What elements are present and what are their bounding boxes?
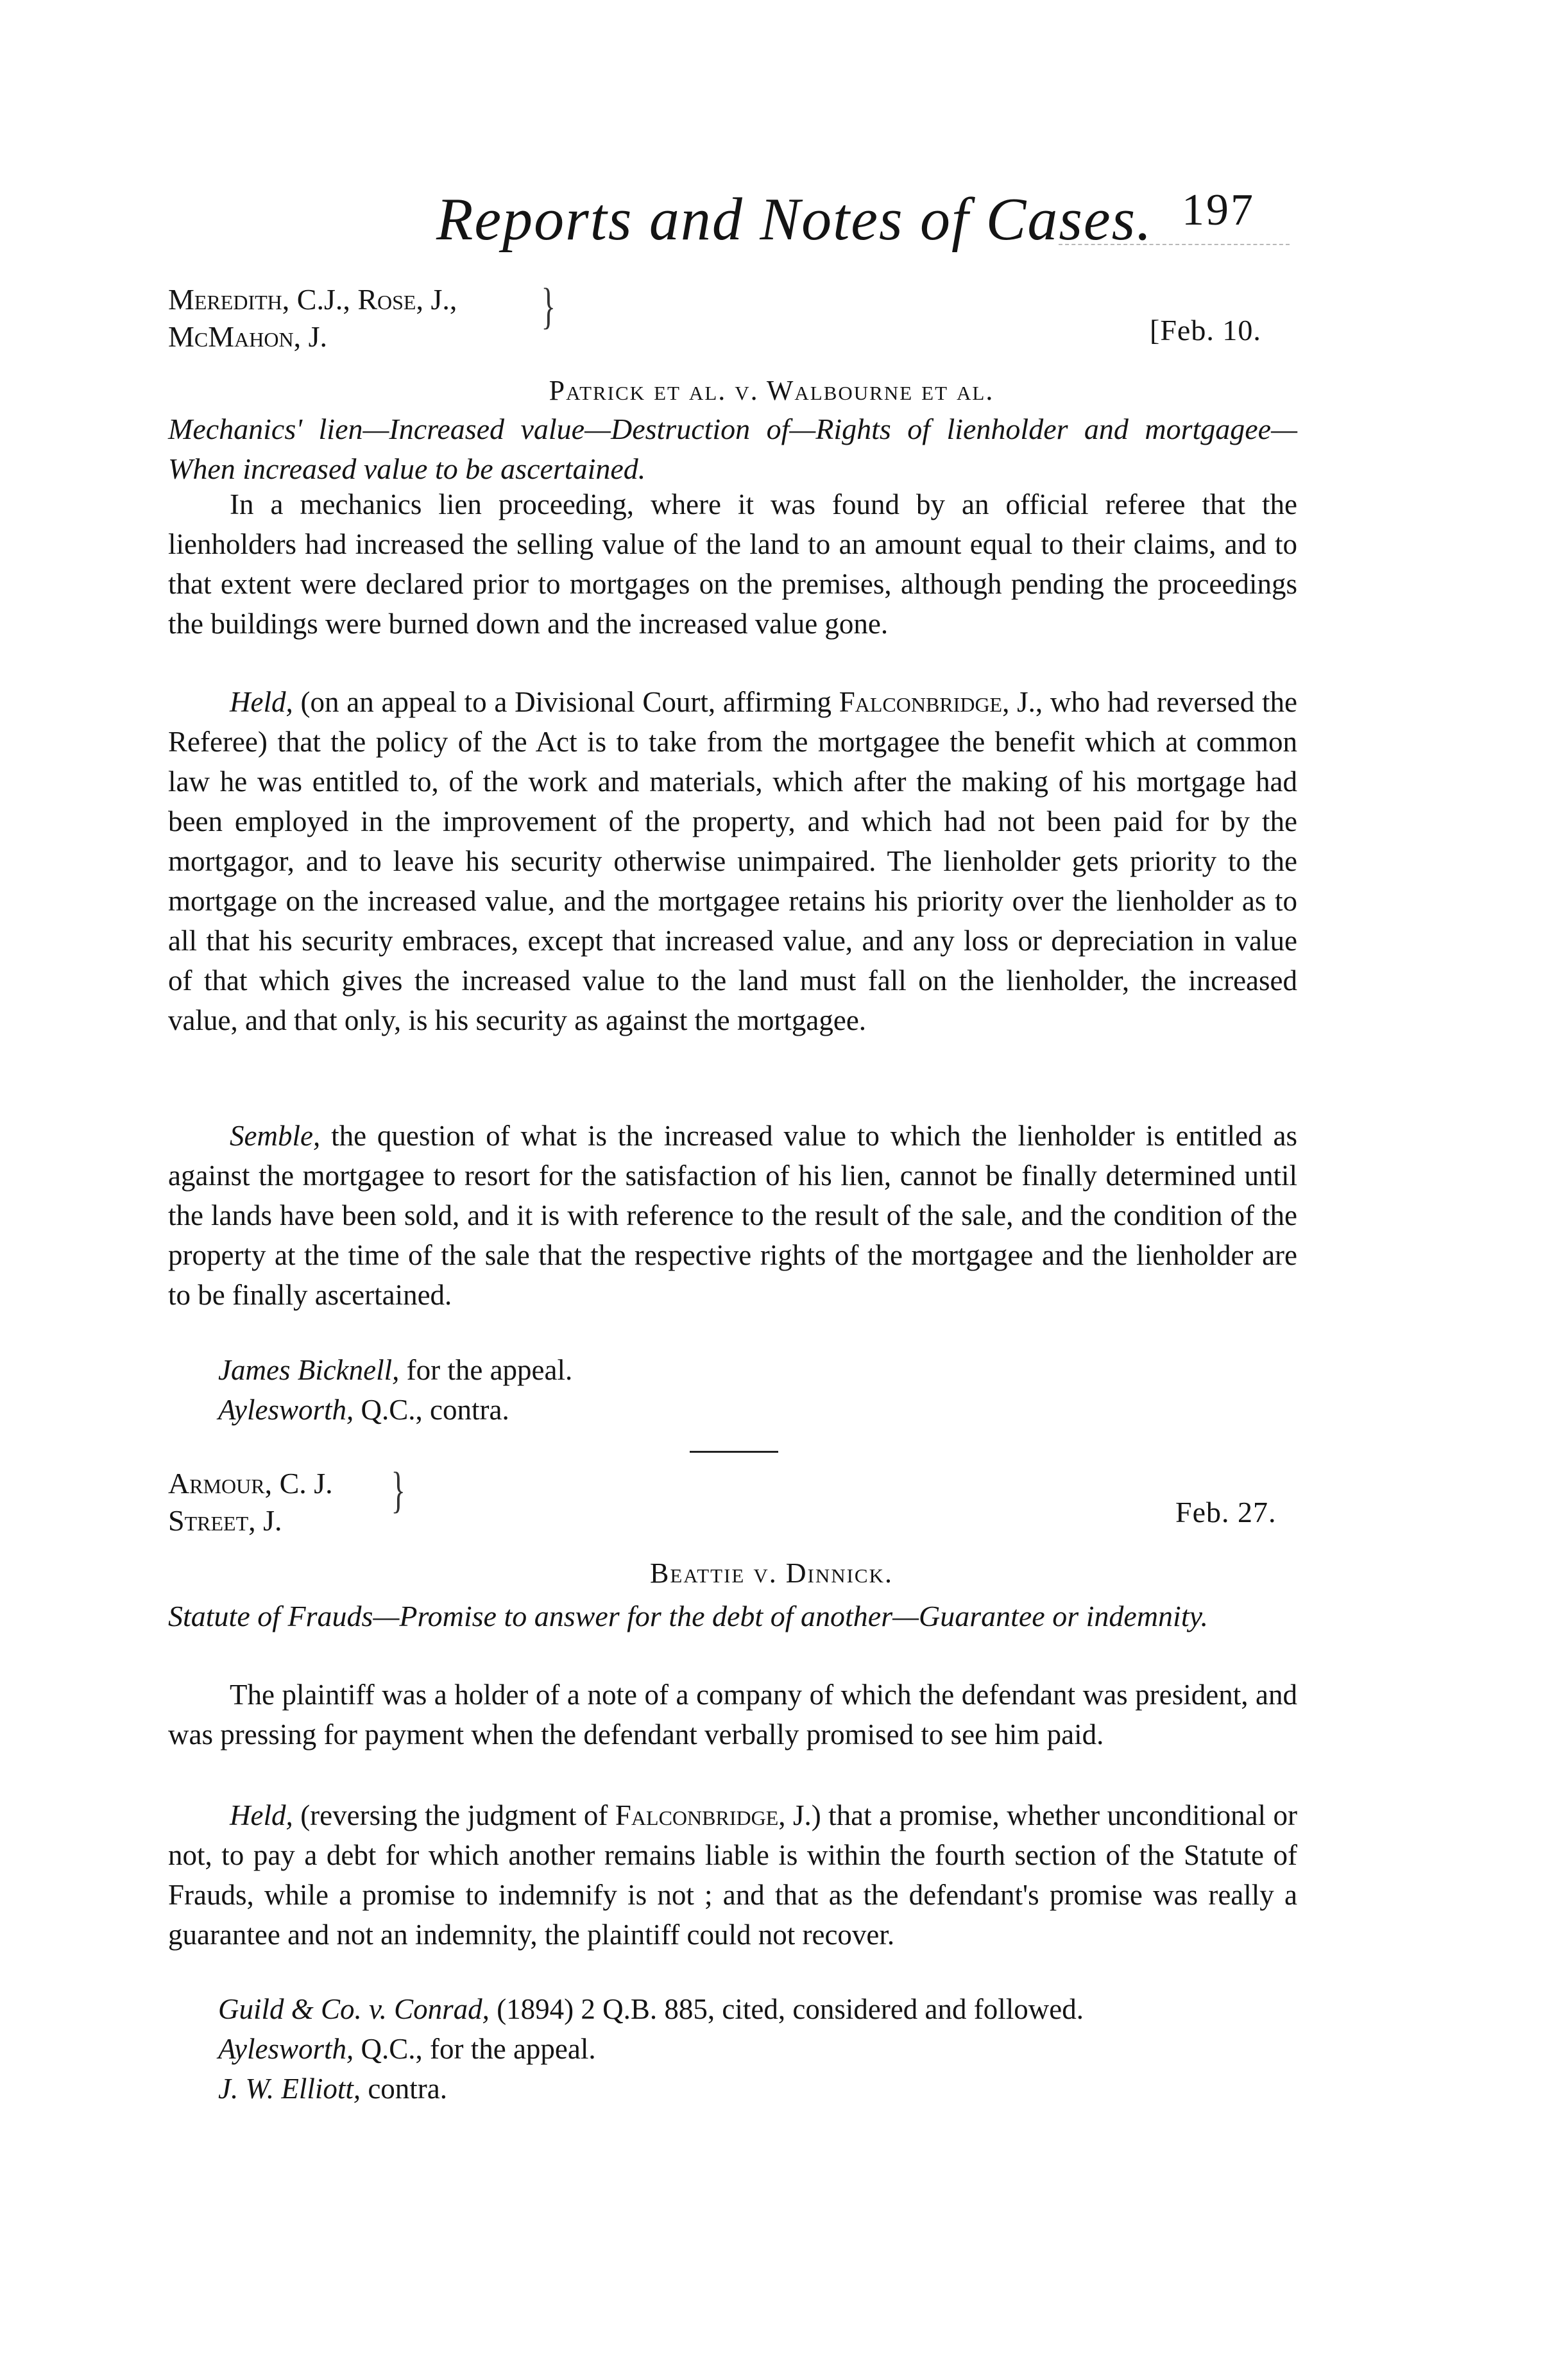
counsel-name: James Bicknell,	[218, 1354, 400, 1386]
case2-counsel-appellant	[218, 2029, 596, 2069]
cited-case-name: Guild & Co. v. Conrad,	[218, 1993, 490, 2025]
counsel-role: Q.C., for the appeal.	[354, 2033, 596, 2065]
case1-title: Patrick et al. v. Walbourne et al.	[549, 375, 994, 406]
running-title: Reports and Notes of Cases.	[436, 186, 1153, 253]
case1-counsel-appellant	[218, 1350, 572, 1390]
counsel-name: J. W. Elliott,	[218, 2073, 361, 2105]
case1-date: [Feb. 10.	[1150, 314, 1261, 347]
case1-judges-line2: McMahon, J.	[168, 320, 327, 353]
case2-counsel-respondent	[218, 2069, 447, 2109]
case1-headnote: Mechanics' lien—Increased value—Destruction of—Rights of lienholder and mortgagee—When increased value to be ascertained.	[168, 413, 1297, 485]
holding-text-a: (on an appeal to a Divisional Court, affirming	[293, 686, 839, 718]
case2-date: Feb. 27.	[1175, 1496, 1277, 1528]
page-number: 197	[1182, 185, 1255, 235]
held-label: Held,	[230, 1799, 293, 1831]
semble-text: the question of what is the increased value to which the lienholder is entitled as against the mortgagee to resort for the satisfaction of his lien, cannot be finally determined until the lands have been sold, and it is with reference to the result of the sale, and the condition of the property at the time of the sale that the respective rights of the mortgagee and the lienholder are to be finally ascertained.	[168, 1120, 1297, 1311]
holding-text-b: , J., who had reversed the Referee) that the policy of the Act is to take from the mortgagee the benefit which at common law he was entitled to, of the work and materials, which after the making of his mortgage had been employed in the improvement of the property, and which had not been paid for by the mortgagor, and to leave his security otherwise unimpaired. The lienholder gets priority to the mortgage on the increased value, and the mortgagee retains his priority over the lienholder as to all that his security embraces, except that increased value, and any loss or depreciation in value of that which gives the increased value to the land must fall on the lienholder, the increased value, and that only, is his security as against the mortgagee.	[168, 686, 1297, 1036]
held-label: Held,	[230, 686, 293, 718]
case1-judges-line1: Meredith, C.J., Rose, J.,	[168, 283, 457, 316]
holding-text-a: (reversing the judgment of	[293, 1799, 615, 1831]
judge-name: Falconbridge	[615, 1799, 779, 1831]
case1-facts-paragraph: In a mechanics lien proceeding, where it was found by an official referee that the lienholders had increased the selling value of the land to an amount equal to their claims, and to that extent were declared prior to mortgages on the premises, although pending the proceedings the buildings were burned down and the increased value gone.	[168, 488, 1297, 640]
judge-name: Falconbridge	[839, 686, 1003, 718]
case1-counsel-respondent	[218, 1390, 509, 1430]
citation-text: (1894) 2 Q.B. 885, cited, considered and followed.	[489, 1993, 1084, 2025]
case2-holding-paragraph	[168, 1795, 1297, 1955]
case2-headnote: Statute of Frauds—Promise to answer for the debt of another—Guarantee or indemnity.	[168, 1600, 1208, 1632]
counsel-name: Aylesworth,	[218, 2033, 354, 2065]
counsel-role: Q.C., contra.	[354, 1394, 509, 1426]
case1-semble-paragraph	[168, 1116, 1297, 1315]
case1-judges-brace: }	[541, 278, 556, 334]
case2-judges-line2: Street, J.	[168, 1504, 282, 1537]
case2-citation	[218, 1989, 1084, 2029]
case-separator-rule	[690, 1451, 778, 1453]
header-rule	[1059, 244, 1290, 245]
counsel-role: for the appeal.	[399, 1354, 573, 1386]
case2-title: Beattie v. Dinnick.	[649, 1557, 893, 1589]
counsel-role: contra.	[361, 2073, 448, 2105]
case2-facts-paragraph: The plaintiff was a holder of a note of a company of which the defendant was president, and was pressing for payment when the defendant verbally promised to see him paid.	[168, 1679, 1297, 1751]
case2-judges-line1: Armour, C. J.	[168, 1467, 333, 1500]
semble-label: Semble,	[230, 1120, 321, 1152]
case1-holding-paragraph	[168, 682, 1297, 1040]
holding-text-b: , J.) that a promise, whether unconditional or not, to pay a debt for which another remains liable is within the fourth section of the Statute of Frauds, while a promise to indemnify is not ; and that as the defendant's promise was really a guarantee and not an indemnity, the plaintiff could not recover.	[168, 1799, 1297, 1951]
case2-judges-brace: }	[391, 1462, 405, 1518]
counsel-name: Aylesworth,	[218, 1394, 354, 1426]
